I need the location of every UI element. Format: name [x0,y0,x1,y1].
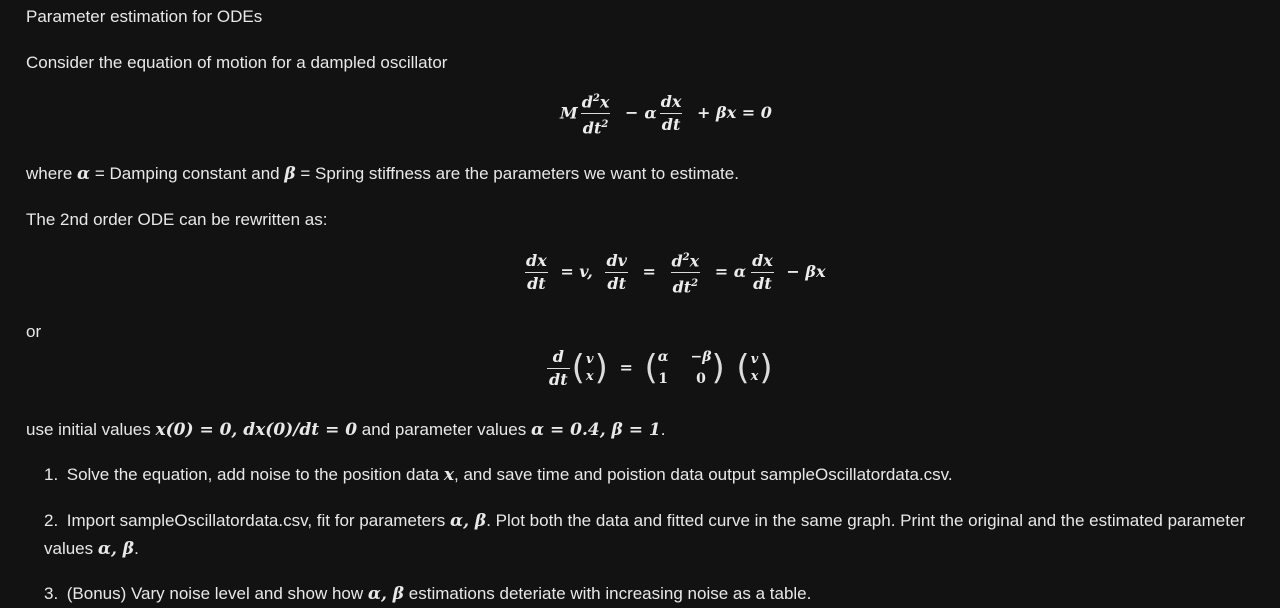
intro-text: Consider the equation of motion for a dampled oscillator [26,53,448,72]
frac-d2x-dt2: $\frac{d^2x}{dt^2}$ [581,92,610,138]
initial-values-text: use initial values x(0) = 0, dx(0)/dt = 0 and parameter values α = 0.4, β = 1. [26,420,666,440]
rewrite-text: The 2nd order ODE can be rewritten as: [26,210,328,229]
or-text: or [26,322,42,341]
equation-matrix: $\frac{d}{dt}$ ( v x ) = ( α −β 1 0 ) ( v x ) [549,346,773,389]
task-item-3: 3. (Bonus) Vary noise level and show how α, β estimations deteriate with increasing noise as a table. [44,584,812,604]
task-item-2: 2. Import sampleOscillatordata.csv, fit for parameters α, β. Plot both the data and fitted curve in the same graph. Print the original and the estimated parameter values α, β. [44,511,1246,559]
equation-system: $\frac{dx}{dt}$ = v, $\frac{dv}{dt}$ = $\frac{d^2x}{dt^2}$ = α $\frac{dx}{dt}$ − βx [526,251,826,297]
equation-motion: M $\frac{d^2x}{dt^2}$ − α $\frac{dx}{dt}$ + βx = 0 [560,90,772,138]
task-item-1: 1. Solve the equation, add noise to the position data x, and save time and poistion data output sampleOscillatordata.csv. [44,465,953,485]
coefficient-matrix: α −β 1 0 [657,349,712,387]
page-title: Parameter estimation for ODEs [26,7,263,26]
parameter-description: where α = Damping constant and β = Spring stiffness are the parameters we want to estimate. [26,164,739,184]
frac-dx-dt: $\frac{dx}{dt}$ [660,92,682,135]
